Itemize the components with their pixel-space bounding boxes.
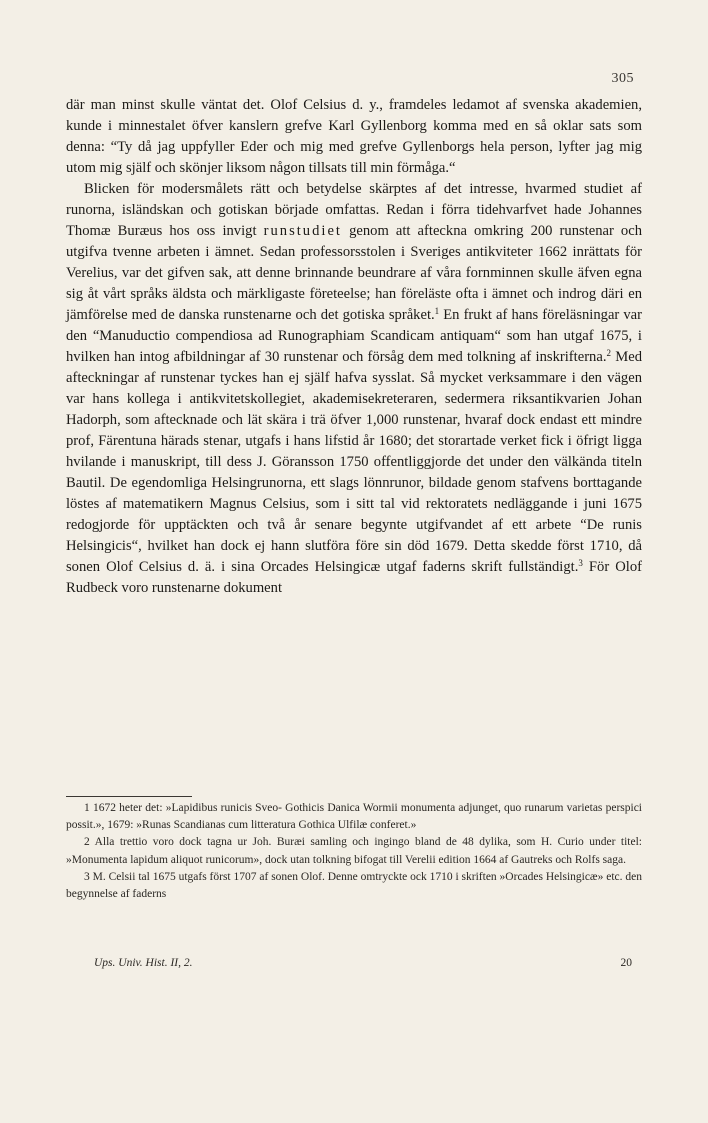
printer-signature [94, 957, 632, 969]
paragraph-2-part-d: Med afteckningar af runstenar tyckes han ej själf hafva sysslat. Så mycket verksammare i den vägen var hans kollega i antikvitetskollegiet, akademisekreteraren, sedermera riksantikvarien Johan Hadorph, som aftecknade och lät skära i trä öfver 1,000 runstenar, hvaraf dock endast ett mindre prof, Färentuna härads stenar, utgafs i hans lifstid år 1680; det storartade verket fick i öfrigt ligga hvilande i manuskript, till dess J. Göransson 1750 offentliggjorde det under den välkända titeln Bautil. De egendomliga Helsingrunorna, ett slags lönnrunor, bildade genom stafvens borttagande löstes af matematikern Magnus Celsius, som i sitt tal vid rektoratets nedläggande i juni 1675 redogjorde för upptäckten och två år senare begynte utgifvandet af ett arbete “De runis Helsingicis“, hvilket han dock ej hann slutföra före sin död 1679. Detta skedde först 1710, då sonen Olof Celsius d. ä. i sina Orcades Helsingicæ utgaf faderns skrift fullständigt. [66, 349, 642, 575]
footnotes [66, 800, 642, 903]
page-number: 305 [611, 71, 634, 86]
signature-title: Ups. Univ. Hist. II, 2. [94, 957, 193, 969]
footnote-2: 2 Alla trettio voro dock tagna ur Joh. Buræi samling och ingingo bland de 48 dylika, som H. Curio under titel: »Monumenta lapidum aliquot runicorum», dock utan tolkning bifogat till Verelii edition 1664 af Gautreks och Rolfs saga. [66, 836, 642, 866]
footnote-divider [66, 796, 192, 797]
paragraph-2-part-e: För Olof Rudbeck voro runstenarne dokument [66, 559, 643, 596]
footnote-ref-3: 3 [578, 558, 583, 568]
signature-mark: 20 [620, 957, 632, 969]
paragraph-2-part-a: Blicken för modersmålets rätt och betydelse skärptes af det intresse, hvarmed studiet af runorna, isländskan och gotiskan började omfattas. Redan i förra tidehvarfvet hade Johannes Thomæ Buræus hos oss invigt [66, 181, 642, 239]
footnote-ref-1: 1 [434, 306, 440, 316]
footnote-1: 1 1672 heter det: »Lapidibus runicis Sveo- Gothicis Danica Wormii monumenta adjunget, quo runarum varietas perspici possit.», 1679: »Runas Scandianas cum litteratura Gothica Ulfilæ conferet.» [66, 802, 642, 832]
paragraph-2-part-c: En frukt af hans föreläsningar var den “Manuductio compendiosa ad Runographiam Scandicam antiquam“ som han utgaf 1675, i hvilken han intog afbildningar af 30 runstenar och försåg dem med tolkning af inskrifterna. [66, 307, 643, 365]
paragraph-2-part-b: genom att afteckna omkring 200 runstenar och utgifva tvenne arbeten i ämnet. Sedan professorsstolen i Sveriges antikviteter 1662 inrättats för Verelius, var det gifven sak, att denne brinnande beundrare af våra fornminnen skulle äfven egna sig åt vårt språks äldsta och märkligaste företeelse; han föreläste ofta i ämnet och indrog däri en jämförelse med de danska runstenarne och det gotiska språket. [66, 223, 643, 323]
footnote-3: 3 M. Celsii tal 1675 utgafs först 1707 af sonen Olof. Denne omtryckte ock 1710 i skriften »Orcades Helsingicæ» etc. den begynnelse af faderns [66, 870, 642, 901]
paragraph-1: där man minst skulle väntat det. Olof Celsius d. y., framdeles ledamot af svenska akademien, kunde i minnestalet öfver kanslern grefve Karl Gyllenborg komma med en så oklar sats som denna: “Ty då jag uppfyller Eder och mig med grefve Gyllenborgs hela person, lyfter jag mig utom mig själf och skönjer liksom någon tillsats till min förmåga.“ [66, 97, 642, 176]
main-text [66, 95, 642, 599]
spaced-word-runstudiet: runstudiet [263, 223, 342, 239]
paragraph-2 [66, 179, 642, 599]
footnote-ref-2: 2 [606, 348, 611, 358]
